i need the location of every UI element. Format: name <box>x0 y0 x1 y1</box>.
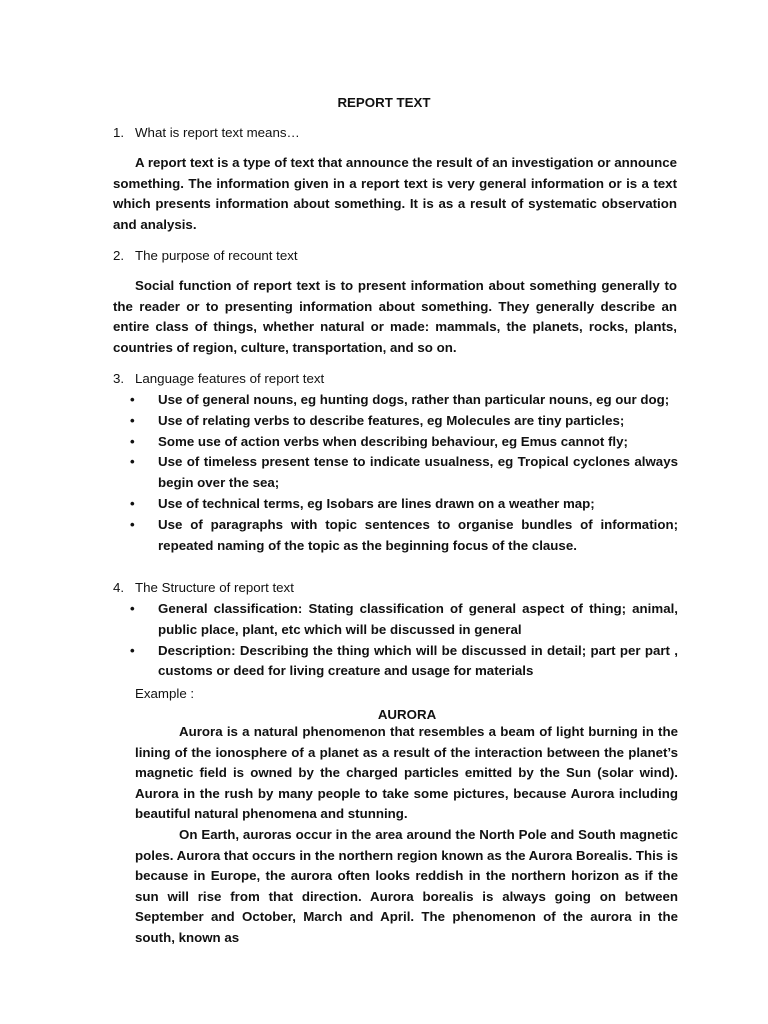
list-item <box>130 432 678 453</box>
list-item-text: Use of relating verbs to describe features, eg Molecules are tiny particles; <box>158 412 625 428</box>
list-item-text: General classification: Stating classification of general aspect of thing; animal, public place, plant, etc which will be discussed in general <box>158 601 678 637</box>
section-2-heading <box>113 246 298 266</box>
section-heading-text: The purpose of recount text <box>135 248 298 263</box>
bullet-icon: • <box>130 642 135 658</box>
section-heading-text: The Structure of report text <box>135 580 294 595</box>
document-title: REPORT TEXT <box>337 95 431 110</box>
example-paragraph-1: Aurora is a natural phenomenon that resembles a beam of light burning in the lining of the ionosphere of a planet as a result of the interaction between the planet’s magnetic field is owned by the charged particles emitted by the Sun (solar wind). Aurora in the rush by many people to take some pictures, because Aurora including beautiful natural phenomena and stunning. <box>135 724 678 822</box>
list-item-text: Use of timeless present tense to indicate usualness, eg Tropical cyclones always begin over the sea; <box>158 454 678 491</box>
structure-list <box>130 599 678 682</box>
list-item <box>130 494 678 515</box>
list-item <box>130 390 678 411</box>
section-number: 2. <box>113 248 125 263</box>
section-1-heading <box>113 123 300 143</box>
list-item <box>130 641 678 683</box>
list-item-text: Description: Describing the thing which will be discussed in detail; part per part , customs or deed for living creature and usage for materials <box>158 642 678 679</box>
section-heading-text: Language features of report text <box>135 371 325 386</box>
example-label: Example : <box>135 686 195 701</box>
list-item-text: Some use of action verbs when describing behaviour, eg Emus cannot fly; <box>158 433 628 449</box>
list-item-text: Use of general nouns, eg hunting dogs, rather than particular nouns, eg our dog; <box>158 392 670 407</box>
list-item <box>130 452 678 494</box>
bullet-icon: • <box>130 392 135 407</box>
example-paragraph-2: On Earth, auroras occur in the area around the North Pole and South magnetic poles. Aurora that occurs in the northern region known as the Aurora Borealis. This is because in Europe, the aurora often looks reddish in the northern horizon as if the sun will rise from that direction. Aurora borealis is always going on between September and October, March and April. The phenomenon of the aurora in the south, known as <box>135 827 678 945</box>
section-1-paragraph: A report text is a type of text that announce the result of an investigation or announce something. The information given in a report text is very general information or is a text which presents information about something. It is as a result of systematic observation and analysis. <box>113 155 677 232</box>
bullet-icon: • <box>130 412 135 428</box>
language-features-list <box>130 390 678 556</box>
list-item-text: Use of paragraphs with topic sentences to organise bundles of information; repeated naming of the topic as the beginning focus of the clause. <box>158 516 678 553</box>
example-title: AURORA <box>377 707 437 722</box>
section-number: 4. <box>113 580 125 595</box>
section-3-heading <box>113 369 324 389</box>
list-item <box>130 515 678 557</box>
section-number: 1. <box>113 125 125 140</box>
bullet-icon: • <box>130 495 135 511</box>
section-2-paragraph: Social function of report text is to present information about something generally to the reader or to presenting information about something. They generally describe an entire class of things, whether natural or made: mammals, the planets, rocks, plants, countries of region, culture, transportation, and so on. <box>113 278 677 355</box>
section-number: 3. <box>113 371 125 386</box>
list-item <box>130 599 678 641</box>
section-heading-text: What is report text means… <box>135 125 300 140</box>
bullet-icon: • <box>130 433 135 449</box>
section-4-heading <box>113 578 294 598</box>
list-item <box>130 411 678 432</box>
bullet-icon: • <box>130 454 135 470</box>
bullet-icon: • <box>130 601 135 616</box>
bullet-icon: • <box>130 516 135 532</box>
list-item-text: Use of technical terms, eg Isobars are lines drawn on a weather map; <box>158 495 595 511</box>
